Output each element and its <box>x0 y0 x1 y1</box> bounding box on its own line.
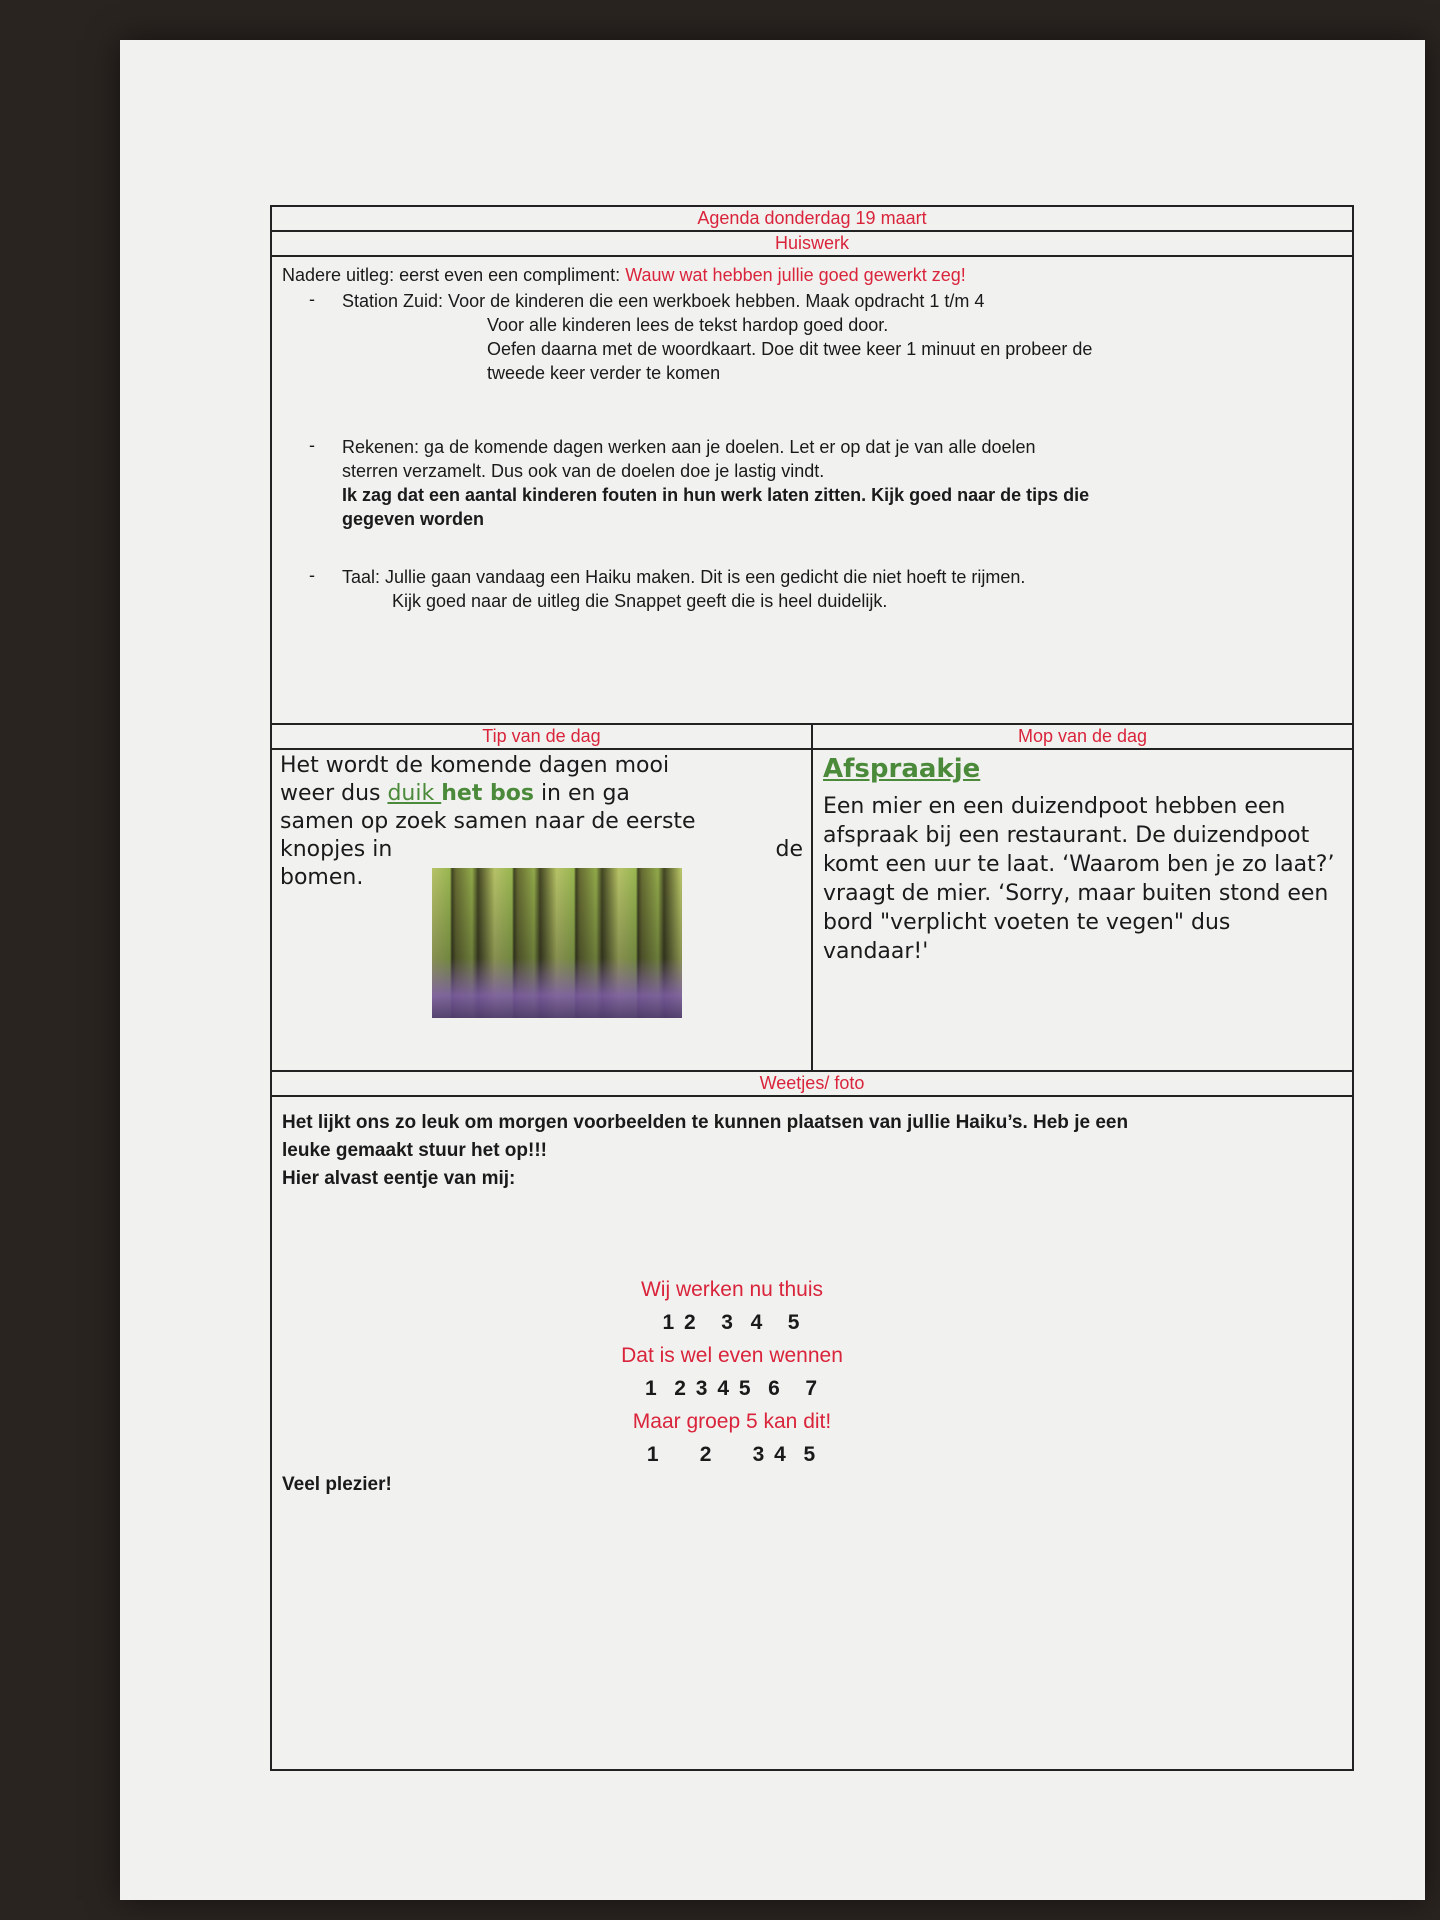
mop-title: Afspraakje <box>823 754 981 784</box>
dash-bullet: - <box>309 289 315 309</box>
mop-text: Een mier en een duizendpoot hebben een afspraak bij een restaurant. De duizendpoot komt een uur te laat. ‘Waarom ben je zo laat?’ vraagt de mier. ‘Sorry, maar buiten stond een bord "verplicht voeten te vegen" dus vandaar!' <box>823 794 1335 964</box>
intro-label: Nadere uitleg: eerst even een compliment: <box>282 265 621 285</box>
agenda-document <box>270 205 1354 1771</box>
haiku-line: Maar groep 5 kan dit! <box>632 1410 832 1433</box>
haiku-syllables: 1 2 3 4 5 <box>646 1443 818 1466</box>
paper-sheet <box>120 40 1425 1900</box>
tip-text-part: weer dus <box>280 781 388 806</box>
tip-text-part: in en ga <box>533 781 630 806</box>
taal-line1: Taal: Jullie gaan vandaag een Haiku maken. Dit is een gedicht die niet hoeft te rijmen. <box>342 567 1026 587</box>
weetjes-header: Weetjes/ foto <box>272 1072 1352 1097</box>
weetjes-section <box>272 1097 1352 1769</box>
taal-line2: Kijk goed naar de uitleg die Snappet geeft die is heel duidelijk. <box>392 591 888 611</box>
agenda-title: Agenda donderdag 19 maart <box>272 207 1352 232</box>
mop-column <box>811 725 1352 1070</box>
station-zuid-line1: Station Zuid: Voor de kinderen die een werkboek hebben. Maak opdracht 1 t/m 4 <box>342 291 985 311</box>
tip-header: Tip van de dag <box>272 725 811 750</box>
huiswerk-header: Huiswerk <box>272 232 1352 257</box>
haiku <box>122 1273 1342 1471</box>
tip-text-part: knopjes in <box>280 837 393 862</box>
tip-line <box>280 836 803 864</box>
rekenen-line1: Rekenen: ga de komende dagen werken aan je doelen. Let er op dat je van alle doelen <box>342 437 1036 457</box>
mop-header: Mop van de dag <box>813 725 1352 750</box>
taal-item <box>282 565 1340 613</box>
haiku-line: Wij werken nu thuis <box>640 1278 824 1301</box>
huiswerk-section <box>272 257 1352 725</box>
closing-text: Veel plezier! <box>282 1474 392 1495</box>
tip-line: Het wordt de komende dagen mooi <box>280 753 670 778</box>
dash-bullet: - <box>309 435 315 455</box>
rekenen-line3: Ik zag dat een aantal kinderen fouten in hun werk laten zitten. Kijk goed naar de tips die <box>342 485 1090 505</box>
tip-line <box>280 780 803 808</box>
station-zuid-item <box>282 289 1340 385</box>
tip-text-part: de <box>775 837 803 862</box>
tip-line: bomen. <box>280 865 364 890</box>
station-zuid-line3: Oefen daarna met de woordkaart. Doe dit twee keer 1 minuut en probeer de <box>487 339 1093 359</box>
rekenen-item <box>282 435 1340 531</box>
tip-column <box>272 725 811 1070</box>
rekenen-line2: sterren verzamelt. Dus ook van de doelen doe je lastig vindt. <box>342 461 825 481</box>
weetjes-p1: Het lijkt ons zo leuk om morgen voorbeelden te kunnen plaatsen van jullie Haiku’s. Heb je een <box>282 1112 1129 1133</box>
station-zuid-line4: tweede keer verder te komen <box>487 363 721 383</box>
haiku-syllables: 1 2 3 4 5 <box>662 1311 802 1334</box>
intro-compliment: Wauw wat hebben jullie goed gewerkt zeg! <box>625 265 966 285</box>
weetjes-p2: leuke gemaakt stuur het op!!! <box>282 1140 547 1161</box>
haiku-syllables: 1 2 3 4 5 6 7 <box>644 1377 820 1400</box>
station-zuid-line2: Voor alle kinderen lees de tekst hardop goed door. <box>487 315 889 335</box>
forest-photo <box>432 868 682 1018</box>
tip-mop-row <box>272 725 1352 1072</box>
weetjes-p3: Hier alvast eentje van mij: <box>282 1168 516 1189</box>
tip-text <box>272 750 811 894</box>
dash-bullet: - <box>309 565 315 585</box>
tip-line: samen op zoek samen naar de eerste <box>280 809 696 834</box>
tip-het-bos: het bos <box>441 781 534 806</box>
rekenen-line4: gegeven worden <box>342 509 485 529</box>
haiku-line: Dat is wel even wennen <box>621 1344 843 1367</box>
tip-link-duik: duik <box>387 781 442 806</box>
intro-line <box>282 263 1340 287</box>
